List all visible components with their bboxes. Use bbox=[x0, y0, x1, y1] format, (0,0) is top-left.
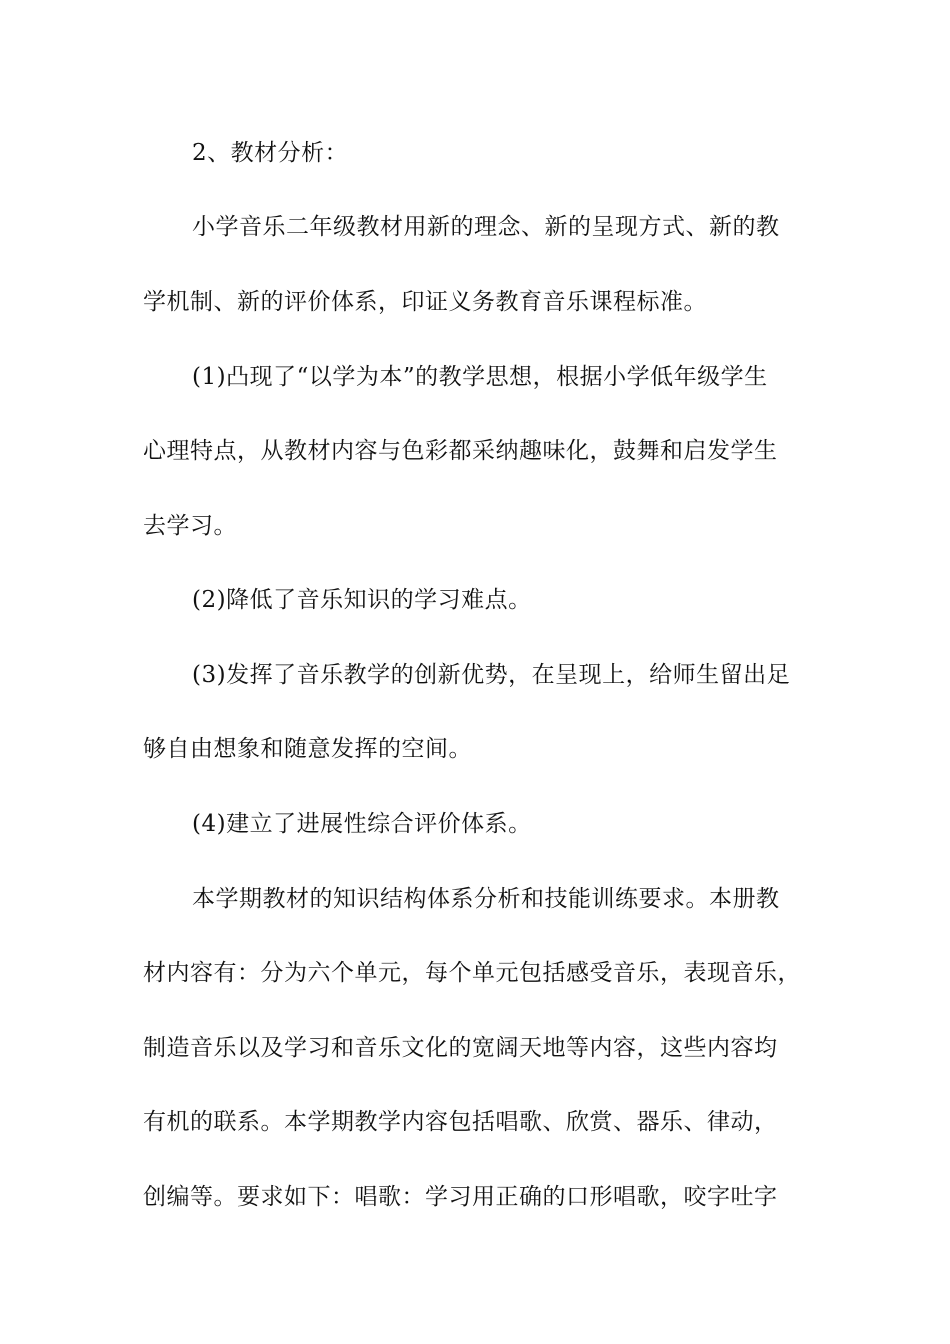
text-line: 够自由想象和随意发挥的空间。 bbox=[143, 736, 472, 762]
text-line: 去学习。 bbox=[143, 513, 237, 539]
text-line: 材内容有：分为六个单元，每个单元包括感受音乐，表现音乐， bbox=[143, 960, 801, 986]
text-line: 学机制、新的评价体系，印证义务教育音乐课程标准。 bbox=[143, 289, 707, 315]
section-heading: 2、教材分析： bbox=[192, 140, 349, 166]
text-line: 心理特点，从教材内容与色彩都采纳趣味化，鼓舞和启发学生 bbox=[143, 438, 778, 464]
text-line: (4)建立了进展性综合评价体系。 bbox=[192, 811, 532, 837]
text-line: (3)发挥了音乐教学的创新优势，在呈现上，给师生留出足 bbox=[192, 662, 791, 688]
text-line: 创编等。要求如下：唱歌：学习用正确的口形唱歌，咬字吐字 bbox=[143, 1184, 778, 1210]
text-line: 制造音乐以及学习和音乐文化的宽阔天地等内容，这些内容均 bbox=[143, 1035, 778, 1061]
text-line: (2)降低了音乐知识的学习难点。 bbox=[192, 587, 532, 613]
text-line: (1)凸现了“以学为本”的教学思想，根据小学低年级学生 bbox=[192, 364, 768, 390]
text-line: 小学音乐二年级教材用新的理念、新的呈现方式、新的教 bbox=[192, 214, 780, 240]
text-line: 本学期教材的知识结构体系分析和技能训练要求。本册教 bbox=[192, 886, 780, 912]
text-line: 有机的联系。本学期教学内容包括唱歌、欣赏、器乐、律动， bbox=[143, 1109, 778, 1135]
